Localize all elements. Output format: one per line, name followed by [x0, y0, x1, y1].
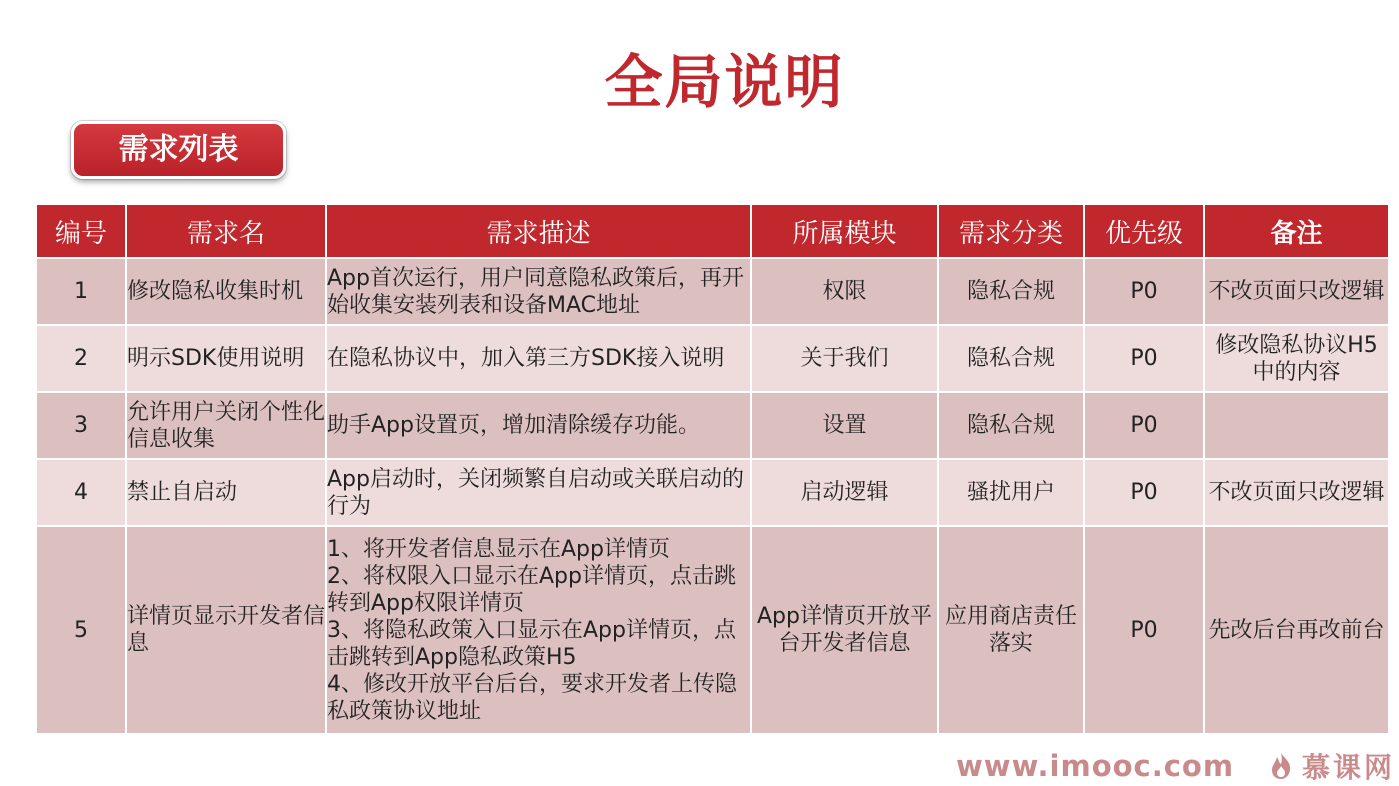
table-row: [36, 392, 1389, 459]
cell-category: 隐私合规: [938, 325, 1084, 392]
cell-id: 2: [36, 325, 126, 392]
cell-id: 3: [36, 392, 126, 459]
requirements-table: [35, 203, 1390, 735]
cell-priority: P0: [1084, 258, 1204, 325]
cell-priority: P0: [1084, 459, 1204, 526]
cell-note: [1204, 392, 1389, 459]
cell-priority: P0: [1084, 325, 1204, 392]
cell-module: 关于我们: [751, 325, 938, 392]
desc-line: App首次运行，用户同意隐私政策后，再开始收集安装列表和设备MAC地址: [327, 265, 744, 318]
cell-desc: [326, 325, 751, 392]
cell-name: 明示SDK使用说明: [126, 325, 326, 392]
cell-desc: [326, 526, 751, 734]
table-row: [36, 325, 1389, 392]
cell-desc: [326, 258, 751, 325]
cell-desc: [326, 392, 751, 459]
section-badge: 需求列表: [71, 121, 286, 179]
table-row: [36, 258, 1389, 325]
cell-name: 允许用户关闭个性化信息收集: [126, 392, 326, 459]
cell-module: 权限: [751, 258, 938, 325]
flame-icon: [1266, 751, 1296, 781]
cell-module: 设置: [751, 392, 938, 459]
header-note: 备注: [1204, 204, 1389, 258]
cell-category: 应用商店责任落实: [938, 526, 1084, 734]
header-id: 编号: [36, 204, 126, 258]
cell-module: 启动逻辑: [751, 459, 938, 526]
desc-line: 2、将权限入口显示在App详情页，点击跳转到App权限详情页: [327, 563, 736, 616]
footer-site-url[interactable]: www.imooc.com: [956, 749, 1235, 783]
cell-id: 4: [36, 459, 126, 526]
header-name: 需求名: [126, 204, 326, 258]
cell-priority: P0: [1084, 526, 1204, 734]
cell-note: 修改隐私协议H5中的内容: [1204, 325, 1389, 392]
desc-line: App启动时，关闭频繁自启动或关联启动的行为: [327, 466, 744, 519]
cell-desc: [326, 459, 751, 526]
desc-line: 4、修改开放平台后台，要求开发者上传隐私政策协议地址: [327, 671, 737, 724]
cell-name: 修改隐私收集时机: [126, 258, 326, 325]
desc-line: 助手App设置页，增加清除缓存功能。: [327, 413, 700, 438]
table-header-row: [36, 204, 1389, 258]
cell-priority: P0: [1084, 392, 1204, 459]
desc-line: 3、将隐私政策入口显示在App详情页，点击跳转到App隐私政策H5: [327, 617, 736, 670]
cell-category: 隐私合规: [938, 258, 1084, 325]
desc-line: 1、将开发者信息显示在App详情页: [327, 536, 670, 562]
cell-category: 隐私合规: [938, 392, 1084, 459]
cell-note: 不改页面只改逻辑: [1204, 459, 1389, 526]
cell-name: 禁止自启动: [126, 459, 326, 526]
header-priority: 优先级: [1084, 204, 1204, 258]
footer-logo[interactable]: [1266, 748, 1395, 784]
desc-line: 在隐私协议中，加入第三方SDK接入说明: [327, 346, 725, 371]
footer-brand: 慕课网: [1302, 751, 1396, 784]
table-row: [36, 459, 1389, 526]
table-row: [36, 526, 1389, 734]
header-desc: 需求描述: [326, 204, 751, 258]
header-category: 需求分类: [938, 204, 1084, 258]
cell-note: 先改后台再改前台: [1204, 526, 1389, 734]
header-module: 所属模块: [751, 204, 938, 258]
cell-note: 不改页面只改逻辑: [1204, 258, 1389, 325]
cell-category: 骚扰用户: [938, 459, 1084, 526]
cell-name: 详情页显示开发者信息: [126, 526, 326, 734]
cell-id: 5: [36, 526, 126, 734]
cell-module: App详情页开放平台开发者信息: [751, 526, 938, 734]
page-title: 全局说明: [604, 48, 845, 116]
cell-id: 1: [36, 258, 126, 325]
